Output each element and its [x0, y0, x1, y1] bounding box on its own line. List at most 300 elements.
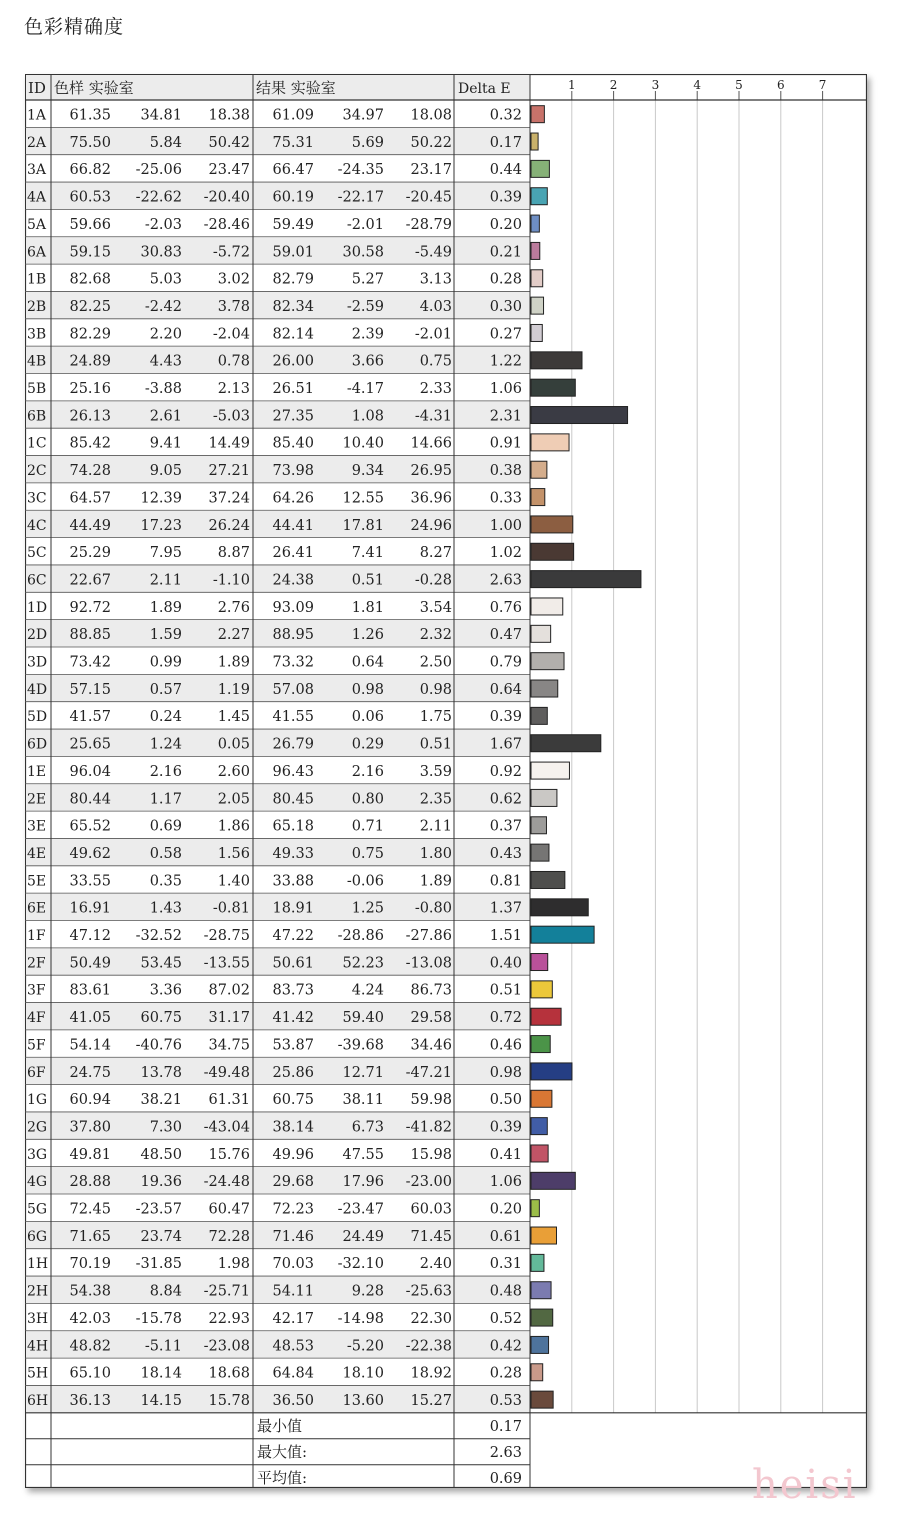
axis-tick-label: 5: [735, 78, 743, 92]
row-3c-result: 36.96: [410, 490, 452, 507]
row-4e-result: 49.33: [272, 845, 314, 862]
row-4f-sample: 31.17: [208, 1010, 250, 1027]
row-1b-result: 3.13: [419, 271, 452, 288]
watermark: heisi: [752, 1462, 858, 1508]
row-2d-delta: 0.47: [489, 627, 522, 644]
row-1g-result: 59.98: [410, 1092, 452, 1109]
row-4g-sample: 28.88: [69, 1174, 111, 1191]
row-1e-sample: 2.60: [217, 763, 250, 780]
row-2b-result: -2.59: [346, 298, 384, 315]
row-3h-result: 22.30: [410, 1310, 452, 1327]
row-1g-result: 60.75: [272, 1092, 314, 1109]
row-4a-result: -22.17: [337, 189, 384, 206]
row-6e-result: -0.80: [414, 900, 452, 917]
row-5g-sample: -23.57: [135, 1201, 182, 1218]
row-6g-sample: 71.65: [69, 1228, 111, 1245]
row-5c-delta: 1.02: [489, 545, 522, 562]
row-2a-result: 75.31: [272, 134, 314, 151]
row-3f-delta: 0.51: [489, 982, 522, 999]
row-3g-sample: 15.76: [208, 1146, 250, 1163]
row-5h-result: 64.84: [272, 1365, 314, 1382]
bar-4f: [531, 1008, 561, 1025]
row-6b-result: -4.31: [414, 408, 452, 425]
header-id: ID: [28, 79, 46, 97]
row-6a-delta: 0.21: [489, 244, 522, 261]
row-5g-result: 60.03: [410, 1201, 452, 1218]
row-3e-sample: 0.69: [149, 818, 182, 835]
row-5b-sample: -3.88: [144, 381, 182, 397]
row-2d-sample: 2.27: [217, 627, 250, 644]
row-5h-sample: 18.14: [140, 1365, 182, 1382]
row-1f-result: 47.22: [272, 928, 314, 944]
bar-5g: [531, 1200, 539, 1217]
row-3a-delta: 0.44: [489, 162, 522, 179]
row-2c-sample: 27.21: [208, 463, 250, 480]
row-6f-result: 25.86: [272, 1064, 314, 1081]
row-6c-sample: 22.67: [69, 572, 111, 589]
row-2h-result: -25.63: [405, 1283, 452, 1300]
row-5d-result: 41.55: [272, 709, 314, 726]
row-6f-result: -47.21: [405, 1064, 452, 1081]
row-6c-result: -0.28: [414, 572, 452, 589]
bar-6h: [531, 1391, 553, 1408]
row-6f-sample: 13.78: [140, 1064, 182, 1081]
row-5f-sample: 34.75: [208, 1037, 250, 1054]
row-5e-result: -0.06: [346, 873, 384, 890]
row-1c-result: 14.66: [410, 435, 452, 452]
row-5c-sample: 25.29: [69, 545, 111, 562]
row-2a-sample: 75.50: [69, 134, 111, 151]
row-5b-result: 2.33: [419, 381, 452, 397]
row-1c-sample: 85.42: [69, 435, 111, 452]
row-4c-sample: 26.24: [208, 517, 250, 534]
row-1h-sample: -31.85: [135, 1256, 182, 1273]
row-4e-delta: 0.43: [489, 845, 522, 862]
row-6b-result: 27.35: [272, 408, 314, 425]
row-5a-sample: 59.66: [69, 216, 111, 233]
row-5a-result: 59.49: [272, 216, 314, 233]
row-4f-sample: 41.05: [69, 1010, 111, 1027]
row-2d-sample: 88.85: [69, 627, 111, 644]
row-1g-id: 1G: [27, 1092, 48, 1109]
row-6b-id: 6B: [27, 408, 47, 425]
row-3a-sample: -25.06: [135, 162, 182, 179]
row-3f-result: 83.73: [272, 982, 314, 999]
row-1c-sample: 14.49: [208, 435, 250, 452]
row-6c-sample: 2.11: [149, 572, 182, 589]
row-6c-result: 24.38: [272, 572, 314, 589]
row-6b-delta: 2.31: [489, 408, 522, 425]
row-3h-sample: 22.93: [208, 1310, 250, 1327]
bar-5f: [531, 1036, 550, 1053]
summary-value: 2.63: [489, 1444, 522, 1461]
row-4g-result: 17.96: [342, 1174, 384, 1191]
row-5e-sample: 0.35: [149, 873, 182, 890]
row-4c-id: 4C: [27, 517, 47, 534]
row-1g-sample: 38.21: [140, 1092, 182, 1109]
row-5c-result: 7.41: [351, 545, 384, 562]
row-5f-sample: 54.14: [69, 1037, 111, 1054]
row-6f-id: 6F: [27, 1064, 46, 1081]
bar-1h: [531, 1254, 544, 1271]
row-2c-result: 26.95: [410, 463, 452, 480]
row-5b-sample: 2.13: [217, 381, 250, 397]
row-5d-id: 5D: [27, 709, 48, 726]
row-2b-result: 82.34: [272, 298, 314, 315]
row-3d-sample: 0.99: [149, 654, 182, 671]
row-1e-result: 3.59: [419, 763, 452, 780]
row-5g-result: 72.23: [272, 1201, 314, 1218]
row-1f-result: -28.86: [337, 928, 384, 944]
row-1e-delta: 0.92: [489, 763, 522, 780]
axis-tick-label: 6: [776, 78, 785, 92]
row-2b-sample: 82.25: [69, 298, 111, 315]
row-6c-sample: -1.10: [212, 572, 250, 589]
row-3e-result: 2.11: [419, 818, 452, 835]
row-2h-result: 54.11: [272, 1283, 314, 1300]
row-6h-result: 13.60: [342, 1392, 384, 1409]
row-2e-id: 2E: [27, 791, 47, 808]
row-4b-result: 26.00: [272, 353, 314, 370]
bar-1g: [531, 1090, 552, 1107]
row-4g-delta: 1.06: [489, 1174, 522, 1191]
axis-tick-label: 3: [651, 78, 660, 92]
row-3e-sample: 65.52: [69, 818, 111, 835]
row-4b-sample: 0.78: [217, 353, 250, 370]
row-1e-id: 1E: [27, 763, 47, 780]
row-6d-result: 0.51: [419, 736, 452, 753]
row-4g-sample: -24.48: [203, 1174, 250, 1191]
row-4e-sample: 0.58: [149, 845, 182, 862]
row-1h-result: -32.10: [337, 1256, 384, 1273]
row-1f-result: -27.86: [405, 928, 452, 944]
row-3a-sample: 23.47: [208, 162, 250, 179]
row-2f-delta: 0.40: [489, 955, 522, 972]
row-6a-id: 6A: [27, 244, 47, 261]
row-4a-result: -20.45: [405, 189, 452, 206]
row-1e-result: 2.16: [351, 763, 384, 780]
row-2a-id: 2A: [27, 134, 47, 151]
row-1b-sample: 5.03: [149, 271, 182, 288]
row-1c-id: 1C: [27, 435, 47, 452]
bar-2d: [531, 625, 551, 642]
row-2a-sample: 5.84: [149, 134, 182, 151]
row-4b-sample: 4.43: [149, 353, 182, 370]
bar-3a: [531, 160, 549, 177]
row-4b-result: 0.75: [419, 353, 452, 370]
axis-tick-label: 2: [609, 78, 618, 92]
row-4f-result: 29.58: [410, 1010, 452, 1027]
row-5f-delta: 0.46: [489, 1037, 522, 1054]
row-4b-delta: 1.22: [489, 353, 522, 370]
row-6d-sample: 0.05: [217, 736, 250, 753]
row-1g-sample: 60.94: [69, 1092, 111, 1109]
row-3d-result: 2.50: [419, 654, 452, 671]
row-4h-sample: -23.08: [203, 1338, 250, 1355]
row-5d-sample: 1.45: [217, 709, 250, 726]
row-6c-result: 0.51: [351, 572, 384, 589]
row-2c-id: 2C: [27, 463, 47, 480]
row-6h-delta: 0.53: [489, 1392, 522, 1409]
row-6e-sample: 16.91: [69, 900, 111, 917]
row-2b-delta: 0.30: [489, 298, 522, 315]
row-5g-id: 5G: [27, 1201, 48, 1218]
row-1a-result: 34.97: [342, 107, 384, 124]
row-2f-id: 2F: [27, 955, 46, 972]
summary-value: 0.69: [489, 1470, 522, 1487]
row-2f-result: 52.23: [342, 955, 384, 972]
bar-2b: [531, 297, 544, 314]
bar-6b: [531, 407, 628, 424]
row-3b-result: -2.01: [414, 326, 452, 343]
row-3h-id: 3H: [27, 1310, 49, 1327]
row-3d-sample: 73.42: [69, 654, 111, 671]
row-3e-sample: 1.86: [217, 818, 250, 835]
row-4a-sample: -20.40: [203, 189, 250, 206]
row-6d-delta: 1.67: [489, 736, 522, 753]
row-5h-result: 18.92: [410, 1365, 452, 1382]
row-1b-result: 82.79: [272, 271, 314, 288]
bar-4c: [531, 516, 573, 533]
row-3c-sample: 37.24: [208, 490, 250, 507]
row-5c-result: 26.41: [272, 545, 314, 562]
bar-2g: [531, 1118, 547, 1135]
row-3f-result: 4.24: [351, 982, 384, 999]
row-1h-result: 70.03: [272, 1256, 314, 1273]
bar-3c: [531, 489, 545, 506]
row-4h-sample: -5.11: [144, 1338, 182, 1355]
row-3g-result: 49.96: [272, 1146, 314, 1163]
row-6c-id: 6C: [27, 572, 47, 589]
row-1c-result: 85.40: [272, 435, 314, 452]
row-6a-sample: -5.72: [212, 244, 250, 261]
row-5a-result: -28.79: [405, 216, 452, 233]
row-2g-sample: 37.80: [69, 1119, 111, 1136]
row-6a-sample: 30.83: [140, 244, 182, 261]
row-1d-result: 3.54: [419, 599, 452, 616]
summary-label: 平均值:: [257, 1468, 308, 1487]
bar-5d: [531, 707, 547, 724]
row-1c-sample: 9.41: [149, 435, 182, 452]
row-2d-result: 1.26: [351, 627, 384, 644]
bar-5h: [531, 1364, 543, 1381]
row-6f-result: 12.71: [342, 1064, 384, 1081]
row-2d-result: 88.95: [272, 627, 314, 644]
row-6b-sample: -5.03: [212, 408, 250, 425]
row-3d-result: 73.32: [272, 654, 314, 671]
bar-4e: [531, 844, 549, 861]
row-2g-sample: -43.04: [203, 1119, 250, 1136]
row-6c-delta: 2.63: [489, 572, 522, 589]
row-6h-sample: 36.13: [69, 1392, 111, 1409]
bar-2e: [531, 789, 557, 806]
row-2c-delta: 0.38: [489, 463, 522, 480]
row-1h-id: 1H: [27, 1256, 49, 1273]
row-4e-result: 1.80: [419, 845, 452, 862]
row-6a-sample: 59.15: [69, 244, 111, 261]
row-1f-sample: 47.12: [69, 928, 111, 944]
row-3g-delta: 0.41: [489, 1146, 522, 1163]
color-accuracy-chart: [25, 74, 867, 1488]
row-3d-result: 0.64: [351, 654, 384, 671]
bar-3d: [531, 653, 564, 670]
row-3c-sample: 12.39: [140, 490, 182, 507]
row-3d-delta: 0.79: [489, 654, 522, 671]
row-4h-result: -5.20: [346, 1338, 384, 1355]
row-6h-sample: 14.15: [140, 1392, 182, 1409]
row-6e-sample: -0.81: [212, 900, 250, 917]
row-4e-id: 4E: [27, 845, 47, 862]
row-6d-result: 26.79: [272, 736, 314, 753]
row-5d-result: 1.75: [419, 709, 452, 726]
row-3c-result: 12.55: [342, 490, 384, 507]
row-1g-delta: 0.50: [489, 1092, 522, 1109]
row-6d-sample: 25.65: [69, 736, 111, 753]
row-1b-id: 1B: [27, 271, 47, 288]
row-4d-result: 57.08: [272, 681, 314, 698]
bar-3e: [531, 817, 546, 834]
row-3f-sample: 87.02: [208, 982, 250, 999]
row-5h-result: 18.10: [342, 1365, 384, 1382]
row-3h-result: 42.17: [272, 1310, 314, 1327]
bar-6f: [531, 1063, 572, 1080]
row-1f-id: 1F: [27, 928, 46, 944]
row-4f-delta: 0.72: [489, 1010, 522, 1027]
row-3g-result: 47.55: [342, 1146, 384, 1163]
row-4d-sample: 57.15: [69, 681, 111, 698]
row-3c-id: 3C: [27, 490, 47, 507]
row-2h-result: 9.28: [351, 1283, 384, 1300]
row-2d-id: 2D: [27, 627, 48, 644]
row-5f-id: 5F: [27, 1037, 46, 1054]
row-4c-sample: 17.23: [140, 517, 182, 534]
row-2h-delta: 0.48: [489, 1283, 522, 1300]
row-2b-sample: 3.78: [217, 298, 250, 315]
row-5c-result: 8.27: [419, 545, 452, 562]
row-5g-result: -23.47: [337, 1201, 384, 1218]
row-1a-result: 61.09: [272, 107, 314, 124]
row-3b-sample: 82.29: [69, 326, 111, 343]
row-1d-delta: 0.76: [489, 599, 522, 616]
bar-5b: [531, 379, 575, 396]
row-5f-result: 53.87: [272, 1037, 314, 1054]
bar-3g: [531, 1145, 548, 1162]
row-2c-result: 73.98: [272, 463, 314, 480]
row-2f-sample: -13.55: [203, 955, 250, 972]
row-5b-delta: 1.06: [489, 381, 522, 397]
row-2b-id: 2B: [27, 298, 47, 315]
row-5b-result: 26.51: [272, 381, 314, 397]
axis-tick-label: 4: [693, 78, 702, 92]
bar-2c: [531, 461, 547, 478]
color-accuracy-table: [25, 74, 867, 1488]
row-3d-id: 3D: [27, 654, 48, 671]
row-6g-sample: 23.74: [140, 1228, 182, 1245]
row-5h-sample: 18.68: [208, 1365, 250, 1382]
row-2e-result: 80.45: [272, 791, 314, 808]
row-4b-sample: 24.89: [69, 353, 111, 370]
row-5e-sample: 1.40: [217, 873, 250, 890]
row-2e-delta: 0.62: [489, 791, 522, 808]
row-2c-sample: 74.28: [69, 463, 111, 480]
row-5a-sample: -28.46: [203, 216, 250, 233]
row-3a-result: 23.17: [410, 162, 452, 179]
bar-1c: [531, 434, 569, 451]
row-6d-id: 6D: [27, 736, 48, 753]
row-6b-sample: 2.61: [149, 408, 182, 425]
row-2a-result: 50.22: [410, 134, 452, 151]
row-5c-id: 5C: [27, 545, 47, 562]
row-5b-sample: 25.16: [69, 381, 111, 397]
row-2a-result: 5.69: [351, 134, 384, 151]
row-3b-id: 3B: [27, 326, 47, 343]
row-4g-result: 29.68: [272, 1174, 314, 1191]
row-3h-delta: 0.52: [489, 1310, 522, 1327]
row-5h-sample: 65.10: [69, 1365, 111, 1382]
row-2g-id: 2G: [27, 1119, 48, 1136]
row-4h-delta: 0.42: [489, 1338, 522, 1355]
row-3a-id: 3A: [27, 162, 47, 179]
row-2e-sample: 2.05: [217, 791, 250, 808]
row-5e-delta: 0.81: [489, 873, 522, 890]
row-2g-result: 38.14: [272, 1119, 314, 1136]
row-6b-result: 1.08: [351, 408, 384, 425]
row-1d-sample: 1.89: [149, 599, 182, 616]
summary-label: 最大值:: [257, 1442, 308, 1461]
bar-1d: [531, 598, 563, 615]
row-5e-id: 5E: [27, 873, 47, 890]
summary-label: 最小值: [257, 1416, 303, 1435]
row-5a-result: -2.01: [346, 216, 384, 233]
row-1g-result: 38.11: [342, 1092, 384, 1109]
row-1a-sample: 34.81: [140, 107, 182, 124]
row-5h-id: 5H: [27, 1365, 49, 1382]
row-1f-sample: -28.75: [203, 928, 250, 944]
row-4d-result: 0.98: [351, 681, 384, 698]
row-5g-delta: 0.20: [489, 1201, 522, 1218]
row-1d-sample: 92.72: [69, 599, 111, 616]
row-4f-id: 4F: [27, 1010, 46, 1027]
row-6e-result: 1.25: [351, 900, 384, 917]
row-4b-id: 4B: [27, 353, 47, 370]
row-3g-result: 15.98: [410, 1146, 452, 1163]
row-2d-result: 2.32: [419, 627, 452, 644]
row-2b-result: 4.03: [419, 298, 452, 315]
row-3e-result: 65.18: [272, 818, 314, 835]
row-5a-id: 5A: [27, 216, 47, 233]
row-4c-result: 17.81: [342, 517, 384, 534]
header-delta: Delta E: [458, 81, 511, 97]
row-3f-result: 86.73: [410, 982, 452, 999]
row-6e-sample: 1.43: [149, 900, 182, 917]
bar-1f: [531, 926, 594, 943]
row-1f-sample: -32.52: [135, 928, 182, 944]
row-5c-sample: 7.95: [149, 545, 182, 562]
row-2f-sample: 50.49: [69, 955, 111, 972]
row-3b-delta: 0.27: [489, 326, 522, 343]
row-2e-result: 2.35: [419, 791, 452, 808]
row-4d-sample: 1.19: [217, 681, 250, 698]
row-5f-result: 34.46: [410, 1037, 452, 1054]
row-2a-sample: 50.42: [208, 134, 250, 151]
row-3f-id: 3F: [27, 982, 46, 999]
row-6h-result: 36.50: [272, 1392, 314, 1409]
row-1a-sample: 18.38: [208, 107, 250, 124]
row-6a-result: 59.01: [272, 244, 314, 261]
axis-tick-label: 1: [567, 78, 576, 92]
bar-5e: [531, 871, 565, 888]
bar-4a: [531, 188, 547, 205]
